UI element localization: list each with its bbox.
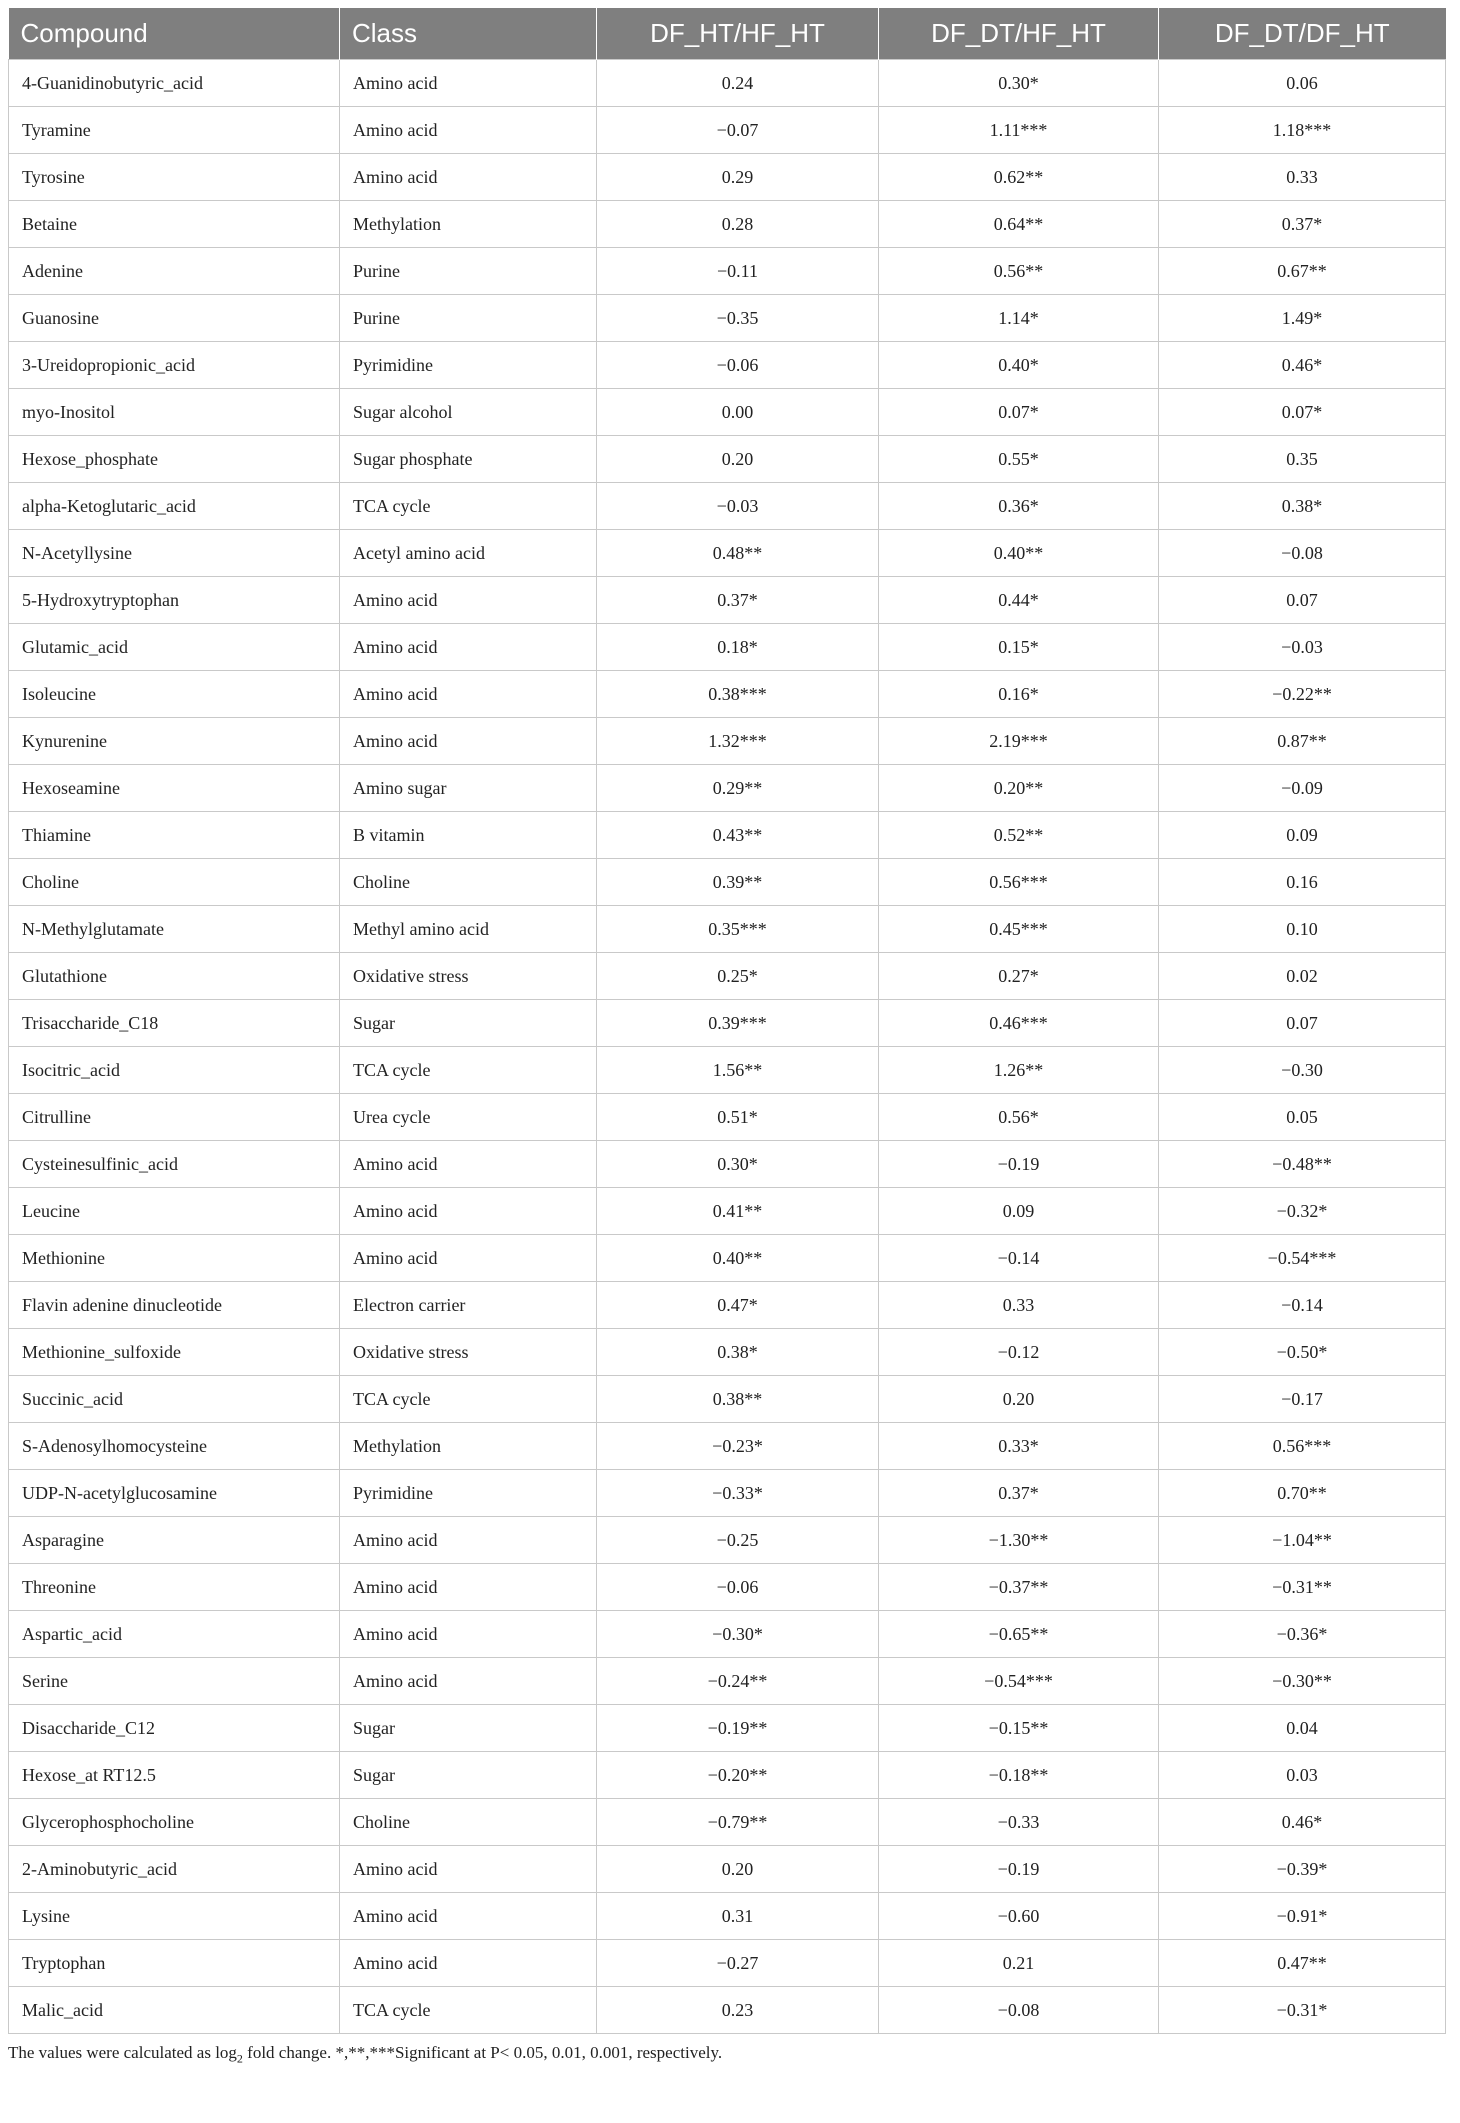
cell-class: Methylation <box>340 201 597 248</box>
cell-dfdt-dfht: −0.09 <box>1159 765 1446 812</box>
table-row <box>9 1564 1446 1611</box>
cell-dfdt-dfht: 0.07 <box>1159 577 1446 624</box>
table-row <box>9 1987 1446 2034</box>
cell-class: TCA cycle <box>340 483 597 530</box>
cell-dfht-hfht: 0.20 <box>597 1846 879 1893</box>
cell-dfht-hfht: −0.27 <box>597 1940 879 1987</box>
cell-dfht-hfht: −0.03 <box>597 483 879 530</box>
footnote-text-after: fold change. *,**,***Significant at P< 0.05, 0.01, 0.001, respectively. <box>242 2043 723 2062</box>
cell-dfht-hfht: −0.35 <box>597 295 879 342</box>
cell-compound: Methionine_sulfoxide <box>9 1329 340 1376</box>
table-row <box>9 1846 1446 1893</box>
footnote-text-before: The values were calculated as log <box>8 2043 237 2062</box>
cell-dfht-hfht: 0.25* <box>597 953 879 1000</box>
cell-dfht-hfht: −0.23* <box>597 1423 879 1470</box>
cell-class: Methylation <box>340 1423 597 1470</box>
cell-dfdt-dfht: −0.48** <box>1159 1141 1446 1188</box>
cell-dfdt-dfht: 0.03 <box>1159 1752 1446 1799</box>
cell-dfht-hfht: 0.30* <box>597 1141 879 1188</box>
cell-dfdt-hfht: 0.40** <box>879 530 1159 577</box>
cell-class: Sugar <box>340 1752 597 1799</box>
cell-dfdt-hfht: −1.30** <box>879 1517 1159 1564</box>
cell-class: Amino acid <box>340 60 597 107</box>
cell-compound: Citrulline <box>9 1094 340 1141</box>
cell-dfdt-hfht: 0.40* <box>879 342 1159 389</box>
cell-dfht-hfht: 1.56** <box>597 1047 879 1094</box>
cell-compound: 4-Guanidinobutyric_acid <box>9 60 340 107</box>
table-row <box>9 671 1446 718</box>
cell-dfht-hfht: −0.06 <box>597 1564 879 1611</box>
cell-dfdt-dfht: 0.47** <box>1159 1940 1446 1987</box>
cell-compound: Asparagine <box>9 1517 340 1564</box>
cell-compound: Adenine <box>9 248 340 295</box>
cell-dfdt-dfht: 0.35 <box>1159 436 1446 483</box>
cell-dfdt-hfht: −0.15** <box>879 1705 1159 1752</box>
table-row <box>9 953 1446 1000</box>
table-row <box>9 859 1446 906</box>
cell-dfdt-hfht: 0.56* <box>879 1094 1159 1141</box>
table-row <box>9 436 1446 483</box>
cell-compound: Methionine <box>9 1235 340 1282</box>
cell-compound: Glycerophosphocholine <box>9 1799 340 1846</box>
cell-dfdt-hfht: 0.44* <box>879 577 1159 624</box>
table-row <box>9 1094 1446 1141</box>
metabolite-table <box>8 8 1446 2034</box>
cell-dfdt-hfht: 0.16* <box>879 671 1159 718</box>
cell-compound: Choline <box>9 859 340 906</box>
cell-dfdt-dfht: 0.10 <box>1159 906 1446 953</box>
cell-dfht-hfht: 0.40** <box>597 1235 879 1282</box>
cell-dfdt-hfht: 0.33* <box>879 1423 1159 1470</box>
cell-dfht-hfht: 0.20 <box>597 436 879 483</box>
cell-class: Choline <box>340 859 597 906</box>
cell-compound: S-Adenosylhomocysteine <box>9 1423 340 1470</box>
cell-dfht-hfht: 0.29 <box>597 154 879 201</box>
cell-dfht-hfht: 0.51* <box>597 1094 879 1141</box>
table-row <box>9 1188 1446 1235</box>
cell-compound: Tryptophan <box>9 1940 340 1987</box>
table-row <box>9 154 1446 201</box>
cell-dfdt-dfht: 0.16 <box>1159 859 1446 906</box>
cell-dfdt-hfht: −0.08 <box>879 1987 1159 2034</box>
table-row <box>9 624 1446 671</box>
cell-class: TCA cycle <box>340 1047 597 1094</box>
cell-compound: Serine <box>9 1658 340 1705</box>
cell-compound: Threonine <box>9 1564 340 1611</box>
cell-compound: UDP-N-acetylglucosamine <box>9 1470 340 1517</box>
cell-dfht-hfht: 1.32*** <box>597 718 879 765</box>
cell-dfdt-dfht: −0.91* <box>1159 1893 1446 1940</box>
cell-dfdt-dfht: 0.09 <box>1159 812 1446 859</box>
cell-class: Sugar alcohol <box>340 389 597 436</box>
cell-dfdt-dfht: −0.30 <box>1159 1047 1446 1094</box>
cell-class: Amino acid <box>340 1517 597 1564</box>
cell-class: Acetyl amino acid <box>340 530 597 577</box>
cell-dfdt-dfht: 0.67** <box>1159 248 1446 295</box>
header-row <box>9 8 1446 60</box>
cell-dfdt-hfht: −0.19 <box>879 1141 1159 1188</box>
cell-class: Urea cycle <box>340 1094 597 1141</box>
cell-dfht-hfht: −0.20** <box>597 1752 879 1799</box>
cell-dfdt-dfht: 0.04 <box>1159 1705 1446 1752</box>
cell-dfht-hfht: −0.11 <box>597 248 879 295</box>
cell-class: Pyrimidine <box>340 1470 597 1517</box>
cell-class: Amino acid <box>340 1235 597 1282</box>
cell-compound: N-Acetyllysine <box>9 530 340 577</box>
table-row <box>9 1611 1446 1658</box>
table-row <box>9 765 1446 812</box>
cell-dfdt-dfht: −1.04** <box>1159 1517 1446 1564</box>
cell-dfdt-hfht: 0.09 <box>879 1188 1159 1235</box>
cell-class: Amino acid <box>340 1611 597 1658</box>
table-row <box>9 248 1446 295</box>
cell-compound: Glutathione <box>9 953 340 1000</box>
cell-dfdt-hfht: 0.33 <box>879 1282 1159 1329</box>
cell-class: Amino acid <box>340 1846 597 1893</box>
cell-dfdt-hfht: 1.14* <box>879 295 1159 342</box>
cell-dfdt-hfht: 0.45*** <box>879 906 1159 953</box>
cell-compound: Trisaccharide_C18 <box>9 1000 340 1047</box>
cell-dfht-hfht: 0.28 <box>597 201 879 248</box>
table-row <box>9 1423 1446 1470</box>
table-row <box>9 389 1446 436</box>
cell-compound: Succinic_acid <box>9 1376 340 1423</box>
cell-dfht-hfht: −0.79** <box>597 1799 879 1846</box>
cell-dfdt-dfht: 0.37* <box>1159 201 1446 248</box>
cell-class: Amino acid <box>340 718 597 765</box>
cell-class: TCA cycle <box>340 1376 597 1423</box>
cell-class: Amino acid <box>340 154 597 201</box>
table-row <box>9 1658 1446 1705</box>
cell-dfdt-hfht: 0.21 <box>879 1940 1159 1987</box>
cell-class: Pyrimidine <box>340 342 597 389</box>
cell-dfdt-hfht: 2.19*** <box>879 718 1159 765</box>
cell-dfdt-dfht: −0.50* <box>1159 1329 1446 1376</box>
cell-dfdt-dfht: −0.54*** <box>1159 1235 1446 1282</box>
cell-dfdt-dfht: 0.46* <box>1159 342 1446 389</box>
cell-compound: Hexose_phosphate <box>9 436 340 483</box>
cell-dfdt-dfht: 1.18*** <box>1159 107 1446 154</box>
cell-class: Amino sugar <box>340 765 597 812</box>
cell-compound: Tyrosine <box>9 154 340 201</box>
cell-dfdt-hfht: 0.64** <box>879 201 1159 248</box>
cell-dfht-hfht: 0.24 <box>597 60 879 107</box>
header-dfdt-hfht: DF_DT/HF_HT <box>879 8 1159 60</box>
cell-class: Purine <box>340 295 597 342</box>
header-dfdt-dfht: DF_DT/DF_HT <box>1159 8 1446 60</box>
cell-dfdt-dfht: 0.33 <box>1159 154 1446 201</box>
cell-dfdt-hfht: −0.18** <box>879 1752 1159 1799</box>
cell-compound: Tyramine <box>9 107 340 154</box>
cell-dfdt-dfht: 0.46* <box>1159 1799 1446 1846</box>
cell-dfht-hfht: −0.07 <box>597 107 879 154</box>
table-row <box>9 1893 1446 1940</box>
cell-class: Methyl amino acid <box>340 906 597 953</box>
table-row <box>9 201 1446 248</box>
cell-compound: N-Methylglutamate <box>9 906 340 953</box>
cell-dfdt-hfht: −0.37** <box>879 1564 1159 1611</box>
cell-dfdt-dfht: −0.30** <box>1159 1658 1446 1705</box>
cell-dfdt-hfht: 0.20** <box>879 765 1159 812</box>
table-footnote <box>8 2043 1445 2066</box>
cell-dfdt-hfht: 0.55* <box>879 436 1159 483</box>
cell-dfht-hfht: 0.48** <box>597 530 879 577</box>
table-container <box>8 8 1445 2066</box>
cell-class: TCA cycle <box>340 1987 597 2034</box>
cell-class: Amino acid <box>340 1893 597 1940</box>
cell-dfdt-dfht: 0.56*** <box>1159 1423 1446 1470</box>
table-row <box>9 1141 1446 1188</box>
cell-compound: Guanosine <box>9 295 340 342</box>
cell-compound: Lysine <box>9 1893 340 1940</box>
cell-compound: Glutamic_acid <box>9 624 340 671</box>
cell-dfht-hfht: 0.39** <box>597 859 879 906</box>
cell-dfdt-hfht: −0.33 <box>879 1799 1159 1846</box>
cell-dfht-hfht: 0.43** <box>597 812 879 859</box>
cell-class: Amino acid <box>340 1658 597 1705</box>
cell-class: Amino acid <box>340 1141 597 1188</box>
cell-dfdt-dfht: 1.49* <box>1159 295 1446 342</box>
cell-class: Amino acid <box>340 1940 597 1987</box>
cell-class: Purine <box>340 248 597 295</box>
cell-dfdt-dfht: −0.32* <box>1159 1188 1446 1235</box>
cell-dfdt-hfht: −0.12 <box>879 1329 1159 1376</box>
cell-class: Oxidative stress <box>340 953 597 1000</box>
cell-class: Sugar <box>340 1000 597 1047</box>
table-row <box>9 1752 1446 1799</box>
table-row <box>9 1047 1446 1094</box>
cell-dfht-hfht: −0.19** <box>597 1705 879 1752</box>
cell-dfdt-dfht: −0.03 <box>1159 624 1446 671</box>
cell-compound: 5-Hydroxytryptophan <box>9 577 340 624</box>
table-row <box>9 60 1446 107</box>
cell-dfdt-dfht: −0.36* <box>1159 1611 1446 1658</box>
cell-compound: Malic_acid <box>9 1987 340 2034</box>
table-row <box>9 1940 1446 1987</box>
cell-compound: Hexose_at RT12.5 <box>9 1752 340 1799</box>
cell-compound: Aspartic_acid <box>9 1611 340 1658</box>
cell-dfht-hfht: 0.31 <box>597 1893 879 1940</box>
cell-class: Electron carrier <box>340 1282 597 1329</box>
cell-dfdt-hfht: 1.11*** <box>879 107 1159 154</box>
cell-dfht-hfht: 0.41** <box>597 1188 879 1235</box>
cell-compound: Kynurenine <box>9 718 340 765</box>
cell-dfdt-dfht: −0.31* <box>1159 1987 1446 2034</box>
cell-class: Amino acid <box>340 1564 597 1611</box>
cell-dfdt-hfht: 0.62** <box>879 154 1159 201</box>
cell-dfdt-dfht: 0.02 <box>1159 953 1446 1000</box>
cell-dfdt-hfht: −0.65** <box>879 1611 1159 1658</box>
cell-dfht-hfht: 0.18* <box>597 624 879 671</box>
cell-dfht-hfht: 0.35*** <box>597 906 879 953</box>
cell-dfht-hfht: 0.38* <box>597 1329 879 1376</box>
cell-class: Oxidative stress <box>340 1329 597 1376</box>
table-row <box>9 1799 1446 1846</box>
table-row <box>9 1705 1446 1752</box>
cell-dfht-hfht: −0.25 <box>597 1517 879 1564</box>
cell-class: Sugar <box>340 1705 597 1752</box>
cell-dfht-hfht: 0.23 <box>597 1987 879 2034</box>
cell-dfht-hfht: 0.38** <box>597 1376 879 1423</box>
cell-dfdt-hfht: 0.46*** <box>879 1000 1159 1047</box>
header-compound: Compound <box>9 8 340 60</box>
cell-dfdt-dfht: 0.05 <box>1159 1094 1446 1141</box>
cell-compound: Isoleucine <box>9 671 340 718</box>
cell-dfdt-dfht: 0.07* <box>1159 389 1446 436</box>
cell-dfht-hfht: −0.33* <box>597 1470 879 1517</box>
cell-dfdt-dfht: 0.06 <box>1159 60 1446 107</box>
table-row <box>9 107 1446 154</box>
cell-dfdt-hfht: −0.14 <box>879 1235 1159 1282</box>
cell-compound: Flavin adenine dinucleotide <box>9 1282 340 1329</box>
cell-class: Choline <box>340 1799 597 1846</box>
cell-dfht-hfht: 0.00 <box>597 389 879 436</box>
cell-compound: Thiamine <box>9 812 340 859</box>
table-row <box>9 342 1446 389</box>
cell-compound: Betaine <box>9 201 340 248</box>
table-body <box>9 60 1446 2034</box>
cell-dfdt-hfht: 0.52** <box>879 812 1159 859</box>
table-row <box>9 812 1446 859</box>
cell-class: Amino acid <box>340 624 597 671</box>
cell-compound: 3-Ureidopropionic_acid <box>9 342 340 389</box>
table-row <box>9 1517 1446 1564</box>
table-row <box>9 906 1446 953</box>
table-row <box>9 1376 1446 1423</box>
cell-class: B vitamin <box>340 812 597 859</box>
cell-dfdt-hfht: 0.37* <box>879 1470 1159 1517</box>
cell-compound: Isocitric_acid <box>9 1047 340 1094</box>
table-header <box>9 8 1446 60</box>
cell-dfdt-dfht: −0.08 <box>1159 530 1446 577</box>
cell-class: Sugar phosphate <box>340 436 597 483</box>
cell-class: Amino acid <box>340 671 597 718</box>
cell-dfht-hfht: 0.39*** <box>597 1000 879 1047</box>
cell-compound: alpha-Ketoglutaric_acid <box>9 483 340 530</box>
table-row <box>9 577 1446 624</box>
cell-dfdt-hfht: 1.26** <box>879 1047 1159 1094</box>
table-row <box>9 1282 1446 1329</box>
table-row <box>9 1000 1446 1047</box>
cell-compound: 2-Aminobutyric_acid <box>9 1846 340 1893</box>
cell-dfdt-dfht: 0.07 <box>1159 1000 1446 1047</box>
cell-compound: Leucine <box>9 1188 340 1235</box>
cell-dfdt-hfht: −0.19 <box>879 1846 1159 1893</box>
cell-class: Amino acid <box>340 1188 597 1235</box>
cell-compound: Disaccharide_C12 <box>9 1705 340 1752</box>
cell-dfdt-dfht: −0.31** <box>1159 1564 1446 1611</box>
header-class: Class <box>340 8 597 60</box>
cell-dfdt-hfht: 0.27* <box>879 953 1159 1000</box>
cell-dfht-hfht: 0.38*** <box>597 671 879 718</box>
cell-dfdt-dfht: −0.39* <box>1159 1846 1446 1893</box>
cell-compound: myo-Inositol <box>9 389 340 436</box>
table-row <box>9 483 1446 530</box>
cell-dfdt-dfht: 0.87** <box>1159 718 1446 765</box>
table-row <box>9 1329 1446 1376</box>
table-row <box>9 295 1446 342</box>
table-row <box>9 1470 1446 1517</box>
cell-dfdt-hfht: 0.30* <box>879 60 1159 107</box>
cell-dfdt-hfht: 0.07* <box>879 389 1159 436</box>
cell-dfdt-hfht: 0.56** <box>879 248 1159 295</box>
cell-dfdt-hfht: 0.15* <box>879 624 1159 671</box>
cell-dfht-hfht: 0.37* <box>597 577 879 624</box>
cell-dfht-hfht: −0.30* <box>597 1611 879 1658</box>
cell-dfdt-dfht: 0.70** <box>1159 1470 1446 1517</box>
footnote-subscript: 2 <box>236 2051 243 2066</box>
cell-class: Amino acid <box>340 107 597 154</box>
table-row <box>9 718 1446 765</box>
cell-dfdt-dfht: −0.14 <box>1159 1282 1446 1329</box>
cell-dfht-hfht: 0.47* <box>597 1282 879 1329</box>
cell-dfdt-hfht: 0.20 <box>879 1376 1159 1423</box>
header-dfht-hfht: DF_HT/HF_HT <box>597 8 879 60</box>
cell-dfdt-hfht: 0.56*** <box>879 859 1159 906</box>
table-row <box>9 530 1446 577</box>
table-row <box>9 1235 1446 1282</box>
cell-dfdt-dfht: −0.22** <box>1159 671 1446 718</box>
cell-class: Amino acid <box>340 577 597 624</box>
cell-dfht-hfht: −0.24** <box>597 1658 879 1705</box>
cell-dfdt-dfht: −0.17 <box>1159 1376 1446 1423</box>
cell-dfdt-hfht: 0.36* <box>879 483 1159 530</box>
cell-dfdt-hfht: −0.60 <box>879 1893 1159 1940</box>
cell-dfht-hfht: 0.29** <box>597 765 879 812</box>
cell-dfdt-hfht: −0.54*** <box>879 1658 1159 1705</box>
cell-compound: Hexoseamine <box>9 765 340 812</box>
cell-dfdt-dfht: 0.38* <box>1159 483 1446 530</box>
cell-dfht-hfht: −0.06 <box>597 342 879 389</box>
cell-compound: Cysteinesulfinic_acid <box>9 1141 340 1188</box>
